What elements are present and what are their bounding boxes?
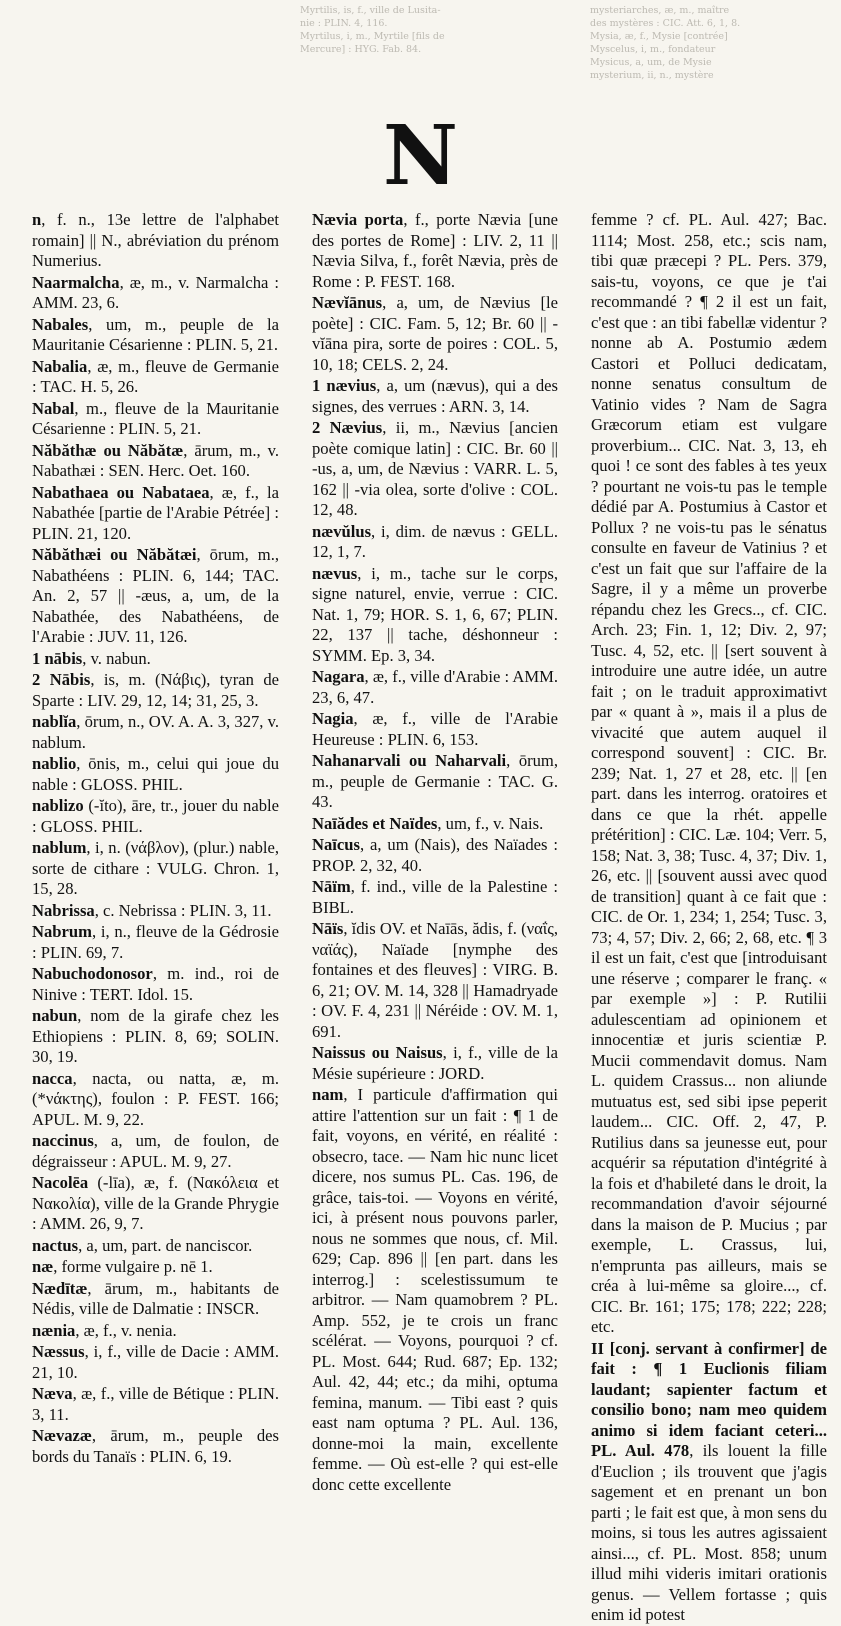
entry-headword: Naissus ou Naisus — [312, 1043, 443, 1062]
dictionary-entry: Nabuchodonosor, m. ind., roi de Ninive : TERT. Idol. 15. — [32, 964, 279, 1004]
entry-headword: naccinus — [32, 1131, 94, 1150]
dictionary-entry: nacca, nacta, ou natta, æ, m. (*νάκτης), foulon : P. FEST. 166; APUL. M. 9, 22. — [32, 1068, 279, 1129]
entry-headword: nactus — [32, 1235, 79, 1255]
entry-headword: Nædītæ — [32, 1278, 88, 1298]
dictionary-entry: 2 Nābis, is, m. (Νάβις), tyran de Sparte : LIV. 29, 12, 14; 31, 25, 3. — [32, 670, 279, 710]
entry-headword: Nævia porta — [312, 210, 404, 229]
ghost-line: nie : PLIN. 4, 116. — [300, 18, 388, 29]
entry-headword: Nabrum — [32, 922, 92, 941]
entry-headword: Naīcus — [312, 835, 360, 854]
dictionary-entry: nactus, a, um, part. de nanciscor. — [32, 1235, 253, 1255]
ghost-line: Mercure] : HYG. Fab. 84. — [300, 44, 422, 55]
dictionary-entry: nævus, i, m., tache sur le corps, signe naturel, envie, verrue : CIC. Nat. 1, 79; HOR. S. 1, 6, 67; PLIN. 22, 137 || tache, déshonneur : SYMM. Ep. 3, 34. — [312, 563, 558, 665]
entry-headword: Nagara — [312, 667, 365, 686]
entry-headword: 2 Nābis — [32, 670, 91, 689]
entry-headword: Nahanarvali ou Naharvali — [312, 751, 507, 770]
dictionary-entry: Nabrum, i, n., fleuve de la Gédrosie : PLIN. 69, 7. — [32, 922, 279, 962]
entry-headword: Næssus — [32, 1342, 85, 1361]
entry-headword: Nabal — [32, 398, 75, 418]
ghost-line: Myrtilus, i, m., Myrtile [fils de — [300, 31, 445, 42]
section-letter-heading: N — [383, 108, 458, 204]
entry-headword: nabun — [32, 1006, 78, 1025]
dictionary-entry: Nædītæ, ārum, m., habitants de Nédis, ville de Dalmatie : INSCR. — [32, 1278, 279, 1318]
entry-headword: nablizo — [32, 796, 84, 815]
entry-headword: Nævazæ — [32, 1426, 92, 1445]
column-middle — [312, 210, 558, 1494]
entry-headword: nævus — [312, 563, 358, 583]
entry-headword: II [conj. servant à confirmer] de fait : ¶ 1 Euclionis filiam laudant; sapienter factum et consilio bono; nam meo quidem animo si idem faciant ceteri... PL. Aul. 478 — [591, 1338, 827, 1460]
dictionary-entry: nablĭa, ōrum, n., OV. A. A. 3, 327, v. nablum. — [32, 712, 279, 752]
dictionary-entry: 1 nābis, v. nabun. — [32, 648, 151, 668]
dictionary-entry: 2 Nævius, ii, m., Nævius [ancien poète comique latin] : CIC. Br. 60 || -us, a, um, de Nævius : VARR. L. 5, 162 || -via olea, sorte d'olive : COL. 12, 48. — [312, 418, 558, 519]
ghost-line: Myscelus, i, m., fondateur — [590, 44, 716, 55]
dictionary-entry: nabun, nom de la girafe chez les Ethiopiens : PLIN. 8, 69; SOLIN. 30, 19. — [32, 1006, 279, 1066]
ghost-line: mysteriarches, æ, m., maître — [590, 5, 730, 16]
dictionary-entry: nablio, ōnis, m., celui qui joue du nable : GLOSS. PHIL. — [32, 754, 279, 794]
entry-headword: Nacolēa — [32, 1173, 89, 1192]
dictionary-entry: Nagara, æ, f., ville d'Arabie : AMM. 23, 6, 47. — [312, 667, 558, 707]
ghost-line: Mysia, æ, f., Mysie [contrée] — [590, 31, 728, 42]
dictionary-entry: Næssus, i, f., ville de Dacie : AMM. 21, 10. — [32, 1342, 279, 1382]
column-left — [32, 210, 280, 1466]
entry-headword: Nabales — [32, 314, 89, 334]
entry-headword: nænia — [32, 1320, 76, 1340]
dictionary-entry: Nabrissa, c. Nebrissa : PLIN. 3, 11. — [32, 900, 272, 920]
dictionary-entry: Nacolēa (-līa), æ, f. (Νακόλεια et Νακολία), ville de la Grande Phrygie : AMM. 26, 9, 7. — [32, 1173, 279, 1233]
dictionary-entry: nævŭlus, i, dim. de nævus : GELL. 12, 1, 7. — [312, 521, 558, 561]
entry-headword: nævŭlus — [312, 521, 372, 541]
dictionary-entry: Nævĭānus, a, um, de Nævius [le poète] : CIC. Fam. 5, 12; Br. 60 || -vĭāna pira, sorte de poires : COL. 5, 10, 18; CELS. 2, 24. — [312, 293, 558, 374]
dictionary-entry: femme ? cf. PL. Aul. 427; Bac. 1114; Most. 258, etc.; scis nam, tibi quæ præcepi ? PL. Pers. 379, sais-tu, voyons, ce que je t'ai recommandé ? ¶ 2 il est un fait, c'est que : an tibi fabellæ videntur ? nonne ab A. Postumio ædem Castori et Polluci dedicatam, nonne senatus consultum de Vatinio vides ? Nam de Sagra Græcorum etiam est vulgare proverbium... CIC. Nat. 3, 13, eh quoi ! ce sont des fables à tes yeux ? pourtant ne vois-tu pas le temple dédié par A. Postumius à Castor et Pollux ? ne vois-tu pas le sénatus consulte en faveur de Vatinius ? et c'est un fait que sur l'affaire de la Sagre, il y a même un proverbe répandu chez les Grecs.., cf. CIC. Arch. 23; Fin. 1, 12; Div. 2, 97; Tusc. 4, 52, etc. || [sert souvent à introduire une autre idée, un autre fait ; on le traduit approximativt par « quant à », mais il a plus de vivacité que autem auquel il correspond souvent] : CIC. Br. 239; Nat. 1, 27 et 28, etc. || [en part. dans les interrog. oratoires et dans ce que la rhét. appelle prétérition] : CIC. Læ. 104; Verr. 5, 158; Nat. 3, 38; Tusc. 4, 37; Div. 1, 26, etc. || [souvent aussi avec quod de transition] quant à ce fait que : CIC. de Or. 1, 234; 1, 254; Tusc. 3, 73; 4, 57; Div. 2, 66; 2, 68, etc. ¶ 3 il est un fait, c'est que [introduisant une réserve ; comparer le franç. « par exemple »] : P. Rutilii adulescentiam ad opinionem et innocentiæ et juris scientiæ P. Mucii commendavit domus. Nam L. quidem Crassus... non aliunde mutuatus est, sed sibi ipse peperit laudem... CIC. Off. 2, 47, P. Rutilius dans sa jeunesse eut, pour acquérir sa réputation d'intégrité à la fois et d'habileté dans le droit, la recommandation d'avoir séjourné dans la maison de P. Mucius ; par exemple, L. Crassus, lui, n'emprunta pas ailleurs, mais se créa à lui-même sa gloire..., cf. CIC. Br. 161; 175; 178; 222; 228; etc. — [591, 210, 827, 1336]
bleed-through-text — [0, 0, 841, 112]
dictionary-entry: nam, I particule d'affirmation qui attire l'attention sur un fait : ¶ 1 de fait, voyons, en vérité, en réalité : obsecro, tace. — Nam hic nunc licet dicere, nos sumus PL. Cas. 196, de grâce, tais-toi. — Voyons en vérité, ici, à présent nous pouvons parler, nous ne sommes que nous, cf. Mil. 629; Cap. 896 || [en part. dans les interrog.] : scelestissumum te arbitror. — Nam quamobrem ? PL. Amp. 552, je te crois un franc scélérat. — Voyons, pourquoi ? cf. PL. Most. 644; Rud. 687; Ep. 132; Aul. 42, 44; etc.; da mihi, optuma femina, manum. — Tibi east ? quis east nam optuma ? PL. Aul. 136, donne-moi la main, excellente femme. — Où est-elle ? qui est-elle donc cette excellente — [312, 1085, 558, 1494]
dictionary-entry: II [conj. servant à confirmer] de fait : ¶ 1 Euclionis filiam laudant; sapienter factum et consilio bono; nam meo quidem animo si idem faciant ceteri... PL. Aul. 478, ils louent la fille d'Euclion ; ils trouvent que j'agis sagement et en prenant un bon parti ; le fait est que, à mon sens du moins, si tous les autres agissaient ainsi..., cf. PL. Most. 858; unum illud mihi videris imitari orationis genus. — Vellem fortasse ; quis enim id potest — [591, 1338, 827, 1624]
entry-headword: Naarmalcha — [32, 272, 120, 292]
dictionary-entry: nablizo (-ĭto), āre, tr., jouer du nable : GLOSS. PHIL. — [32, 796, 279, 836]
entry-headword: 1 nævius — [312, 376, 377, 395]
entry-headword: nam — [312, 1085, 344, 1104]
entry-headword: Nāïs — [312, 919, 344, 938]
entry-headword: nacca — [32, 1068, 73, 1088]
dictionary-entry: Nagia, æ, f., ville de l'Arabie Heureuse : PLIN. 6, 153. — [312, 709, 558, 749]
dictionary-entry: naccinus, a, um, de foulon, de dégraisseur : APUL. M. 9, 27. — [32, 1131, 279, 1171]
dictionary-entry: Năbăthæi ou Năbătæi, ōrum, m., Nabathéens : PLIN. 6, 144; TAC. An. 2, 57 || -æus, a, um, de la Nabathée, des Nabathéens, de l'Arabie : JUV. 11, 126. — [32, 545, 280, 646]
entry-headword: nablum — [32, 838, 87, 857]
ghost-line: des mystères : CIC. Att. 6, 1, 8. — [590, 18, 741, 29]
entry-headword: nablĭa — [32, 712, 77, 731]
dictionary-entry: nablum, i, n. (νάβλον), (plur.) nable, sorte de cithare : VULG. Chron. 1, 15, 28. — [32, 838, 279, 898]
entry-headword: Nævĭānus — [312, 293, 383, 312]
dictionary-entry: Naissus ou Naisus, i, f., ville de la Mésie supérieure : JORD. — [312, 1043, 558, 1083]
dictionary-entry: Naīădes et Naïdes, um, f., v. Nais. — [312, 813, 544, 833]
entry-headword: nablio — [32, 754, 77, 773]
entry-headword: 1 nābis — [32, 648, 83, 668]
entry-headword: Nāïm — [312, 877, 351, 896]
dictionary-entry: Nāïs, ĭdis OV. et Naīās, ădis, f. (ναΐς, ναϊάς), Naïade [nymphe des fontaines et des fleuves] : VIRG. B. 6, 21; OV. M. 14, 328 || Hamadryade : OV. F. 4, 231 || Néréide : OV. M. 1, 691. — [312, 919, 558, 1041]
dictionary-entry: Năbăthæ ou Năbătæ, ārum, m., v. Nabathæi : SEN. Herc. Oet. 160. — [32, 440, 279, 480]
ghost-line: Myrtilis, is, f., ville de Lusita- — [300, 5, 441, 16]
entry-headword: Nabalia — [32, 356, 88, 376]
dictionary-entry: Nabalia, æ, m., fleuve de Germanie : TAC. H. 5, 26. — [32, 356, 279, 396]
dictionary-entry: næ, forme vulgaire p. nē 1. — [32, 1257, 213, 1276]
entry-headword: Næva — [32, 1384, 73, 1403]
entry-headword: Năbăthæi ou Năbătæi — [32, 545, 197, 564]
entry-headword: n — [32, 210, 42, 229]
dictionary-entry: Nabal, m., fleuve de la Mauritanie Césarienne : PLIN. 5, 21. — [32, 398, 279, 438]
dictionary-entry: 1 nævius, a, um (nævus), qui a des signes, des verrues : ARN. 3, 14. — [312, 376, 558, 416]
entry-headword: Nabathaea ou Nabataea — [32, 482, 210, 502]
ghost-line: mysterium, ii, n., mystère — [590, 70, 714, 81]
entry-headword: næ — [32, 1257, 54, 1276]
entry-headword: Nabuchodonosor — [32, 964, 153, 983]
entry-headword: Nabrissa — [32, 900, 95, 920]
entry-headword: 2 Nævius — [312, 418, 383, 437]
dictionary-entry: nænia, æ, f., v. nenia. — [32, 1320, 177, 1340]
dictionary-entry: Nabales, um, m., peuple de la Mauritanie Césarienne : PLIN. 5, 21. — [32, 314, 279, 354]
dictionary-entry: Nævazæ, ārum, m., peuple des bords du Tanaïs : PLIN. 6, 19. — [32, 1426, 279, 1466]
dictionary-entry: Nabathaea ou Nabataea, æ, f., la Nabathée [partie de l'Arabie Pétrée] : PLIN. 21, 120. — [32, 482, 280, 543]
entry-headword: Năbăthæ ou Năbătæ — [32, 440, 184, 460]
entry-headword: Nagia — [312, 709, 354, 728]
dictionary-entry: Naarmalcha, æ, m., v. Narmalcha : AMM. 23, 6. — [32, 272, 279, 312]
dictionary-entry: Nāïm, f. ind., ville de la Palestine : BIBL. — [312, 877, 558, 917]
entry-headword: Naīădes et Naïdes — [312, 813, 438, 833]
ghost-line: Mysicus, a, um, de Mysie — [590, 57, 712, 68]
dictionary-entry: Naīcus, a, um (Nais), des Naïades : PROP. 2, 32, 40. — [312, 835, 558, 875]
dictionary-entry: Nævia porta, f., porte Nævia [une des portes de Rome] : LIV. 2, 11 || Nævia Silva, f., forêt Nævia, près de Rome : P. FEST. 168. — [312, 210, 558, 291]
column-right — [591, 210, 827, 1624]
dictionary-entry: n, f. n., 13e lettre de l'alphabet romain] || N., abréviation du prénom Numerius. — [32, 210, 279, 270]
dictionary-entry: Nahanarvali ou Naharvali, ōrum, m., peuple de Germanie : TAC. G. 43. — [312, 751, 558, 811]
dictionary-entry: Næva, æ, f., ville de Bétique : PLIN. 3, 11. — [32, 1384, 279, 1424]
